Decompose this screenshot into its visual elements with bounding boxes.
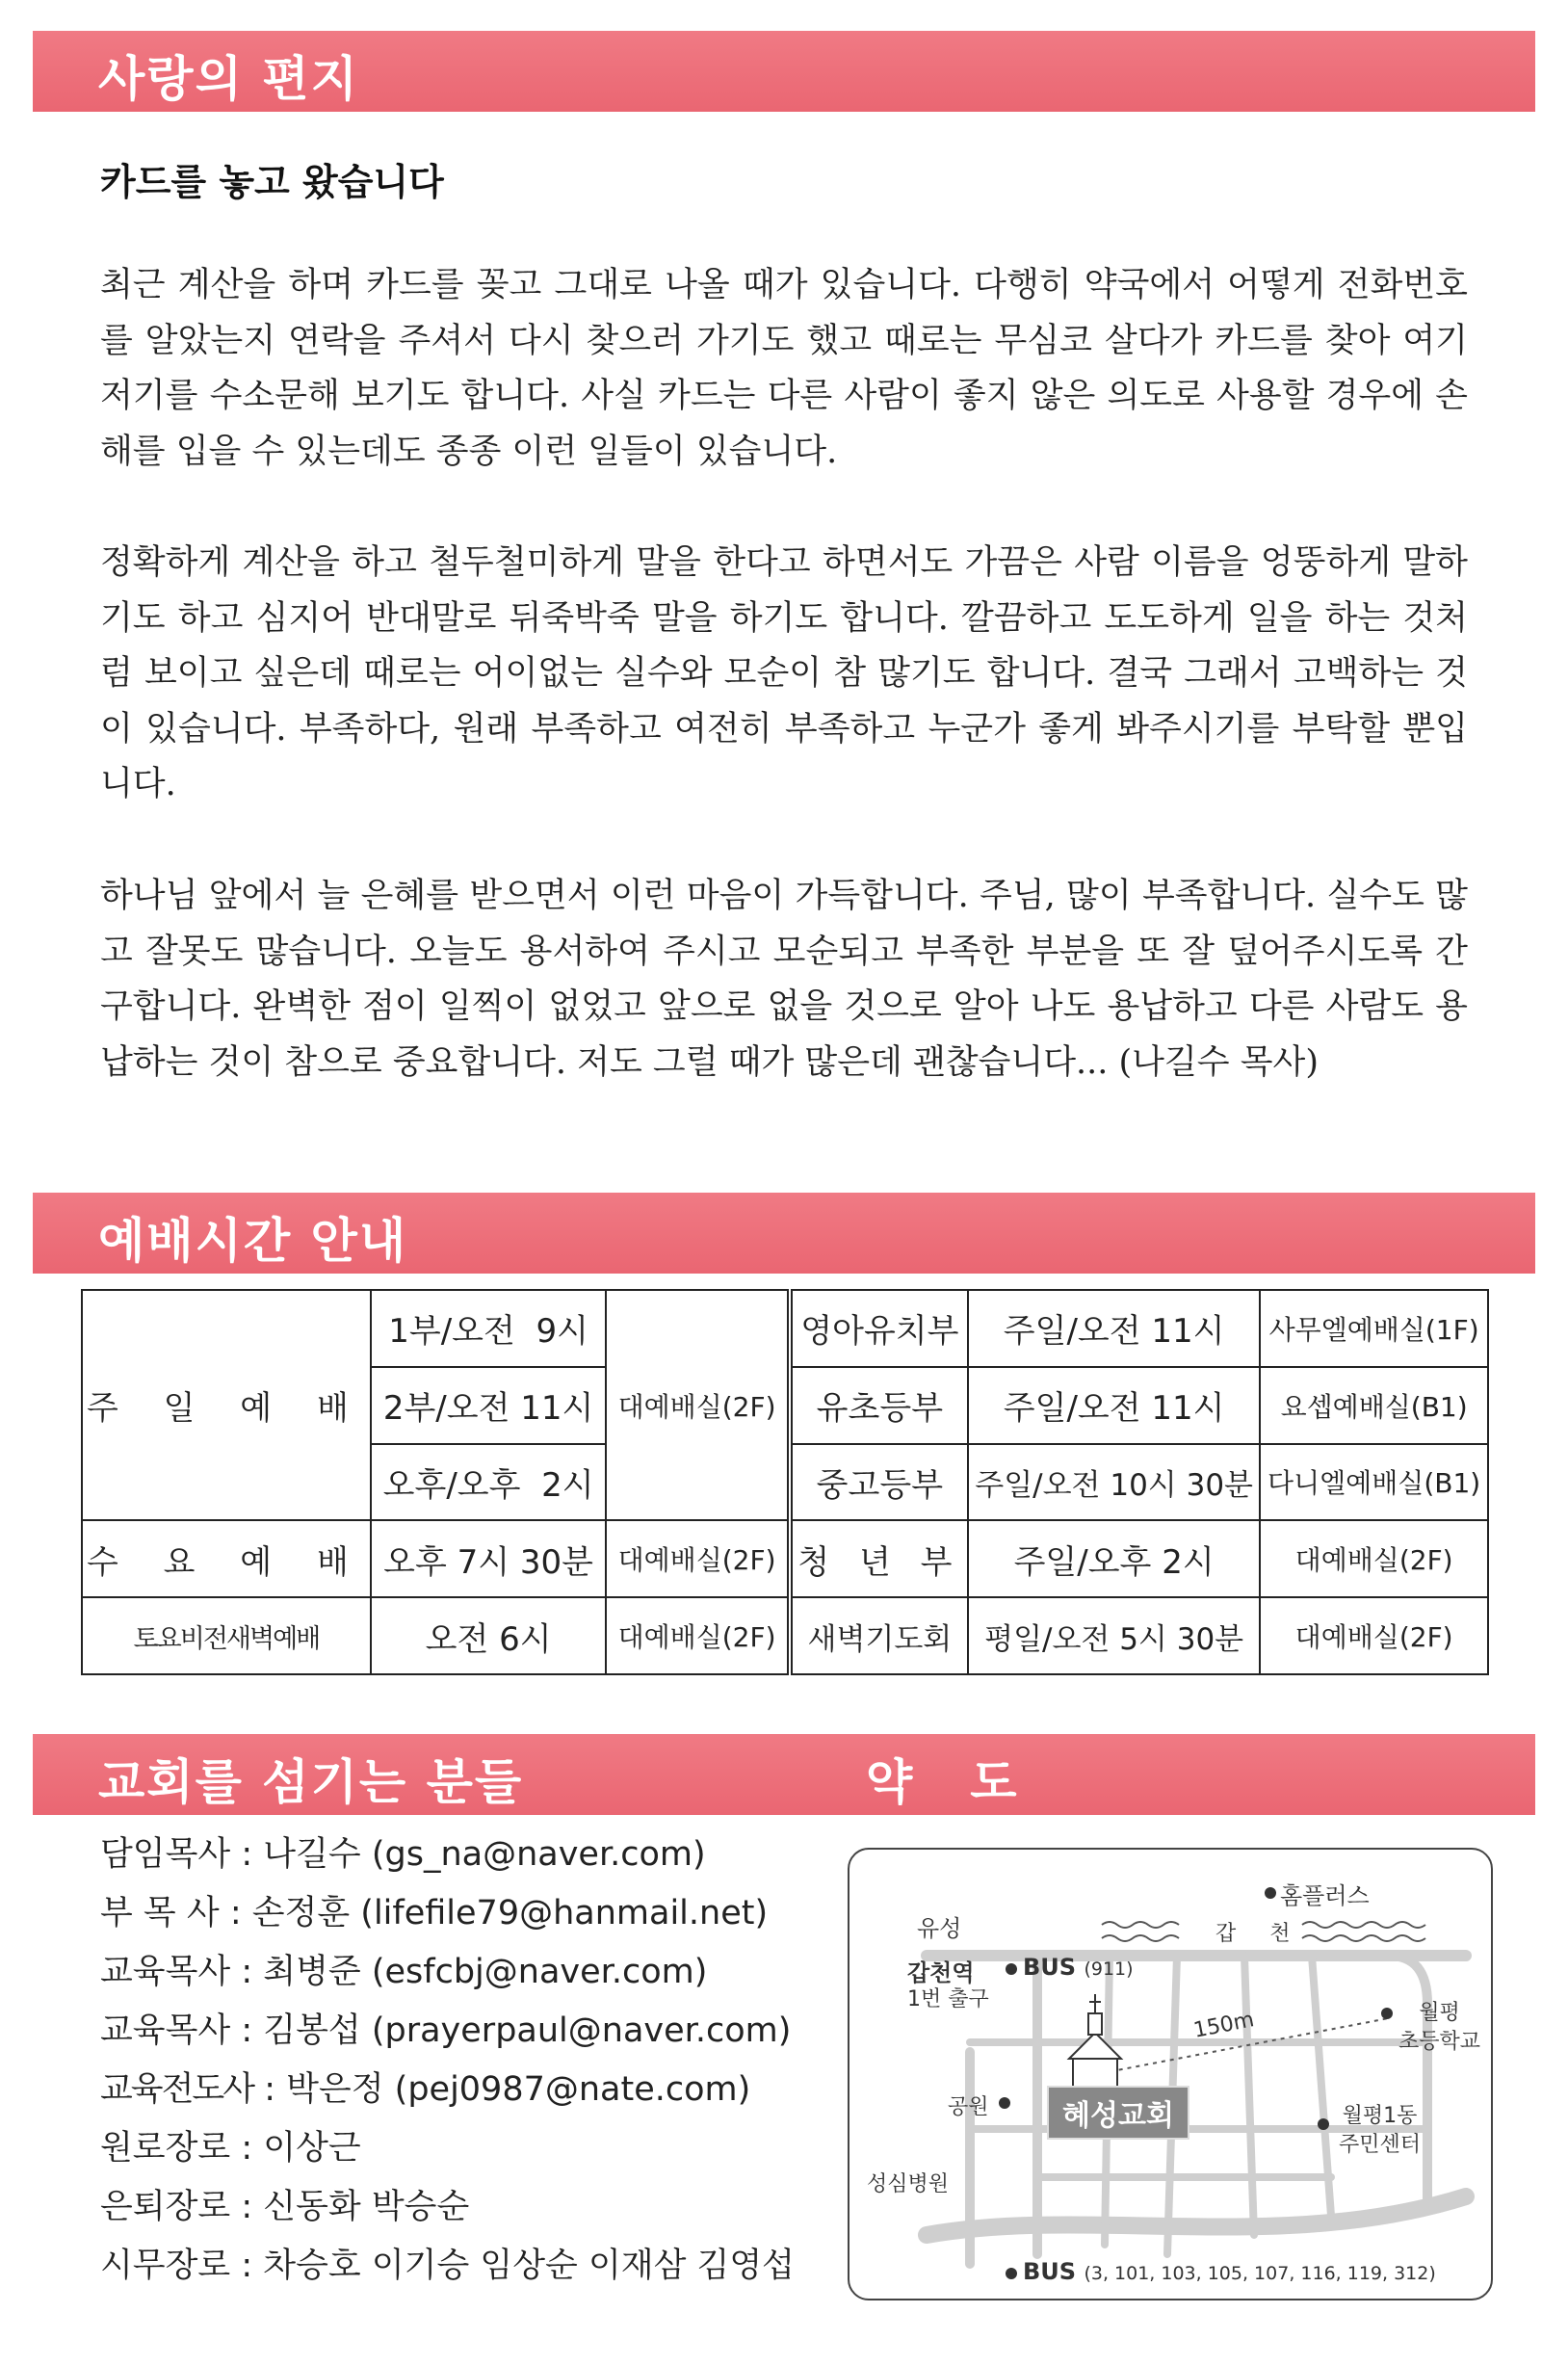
department-name: 청 년 부 <box>790 1520 968 1597</box>
center-line-2: 주민센터 <box>1339 2133 1422 2157</box>
staff-role: 교육전도사 <box>100 2070 254 2109</box>
table-row <box>82 1290 1488 1367</box>
bus-number: (911) <box>1084 1959 1134 1980</box>
wednesday-service-place: 대예배실(2F) <box>606 1520 789 1597</box>
bus-number: (3, 101, 103, 105, 107, 116, 119, 312) <box>1084 2263 1436 2284</box>
saturday-service-time: 오전 6시 <box>371 1597 607 1674</box>
map-section-title: 약도 <box>866 1754 1075 1810</box>
letter-section-banner <box>33 31 1535 112</box>
staff-section-banner <box>33 1734 1535 1815</box>
letter-paragraph-3: 하나님 앞에서 늘 은혜를 받으면서 이런 마음이 가득합니다. 주님, 많이 부족합니다. 실수도 많고 잘못도 많습니다. 오늘도 용서하여 주시고 모순되고 부족한 부분을 또 잘 덮어주시도록 간구합니다. 완벽한 점이 일찍이 없었고 앞으로 없을 것으로 알아 나도 용납하고 다른 사람도 용납하는 것이 참으로 중요합니다. 저도 그럴 때가 많은데 괜찮습니다... (나길수 목사) <box>100 877 1468 1082</box>
staff-info: 최병준 (esfcbj@naver.com) <box>263 1953 708 1991</box>
worship-section-banner <box>33 1193 1535 1274</box>
map-label-yuseong: 유성 <box>917 1915 962 1942</box>
map-label-exit: 1번 출구 <box>907 1987 989 2011</box>
list-item: 원로장로 : 이상근 <box>100 2129 361 2168</box>
department-time: 평일/오전 5시 30분 <box>968 1597 1260 1674</box>
staff-info: 손정훈 (lifefile79@hanmail.net) <box>251 1894 769 1932</box>
table-row <box>82 1520 1488 1597</box>
staff-info: 차승호 이기승 임상순 이재삼 김영섭 <box>263 2247 795 2285</box>
letter-subtitle: 카드를 놓고 왔습니다 <box>100 161 444 203</box>
list-item: 담임목사 : 나길수 (gs_na@naver.com) <box>100 1835 706 1874</box>
church-location-map <box>848 1848 1493 2300</box>
saturday-service-place: 대예배실(2F) <box>606 1597 789 1674</box>
list-item: 교육전도사 : 박은정 (pej0987@nate.com) <box>100 2070 751 2109</box>
worship-schedule-table <box>81 1289 1489 1675</box>
map-label-bus-bottom <box>1023 2258 1436 2285</box>
letter-section-title: 사랑의 편지 <box>98 51 359 107</box>
staff-role: 시무장로 <box>100 2247 231 2285</box>
map-label-community-center <box>1339 2102 1421 2160</box>
list-item: 교육목사 : 최병준 (esfcbj@naver.com) <box>100 1953 708 1991</box>
school-line-1: 월평 <box>1419 2001 1460 2025</box>
bus-label: BUS <box>1023 2258 1077 2285</box>
sunday-service-place: 대예배실(2F) <box>606 1290 789 1520</box>
bus-label: BUS <box>1023 1954 1077 1981</box>
worship-section-title: 예배시간 안내 <box>98 1213 408 1269</box>
staff-role: 은퇴장로 <box>100 2188 231 2226</box>
list-item: 교육목사 : 김봉섭 (prayerpaul@naver.com) <box>100 2011 792 2050</box>
staff-info: 박은정 (pej0987@nate.com) <box>286 2070 751 2109</box>
letter-paragraph-1: 최근 계산을 하며 카드를 꽂고 그대로 나올 때가 있습니다. 다행히 약국에서 어떻게 전화번호를 알았는지 연락을 주셔서 다시 찾으러 가기도 했고 때로는 무심코 살다가 카드를 찾아 여기저기를 수소문해 보기도 합니다. 사실 카드는 다른 사람이 좋지 않은 의도로 사용할 경우에 손해를 입을 수 있는데도 종종 이런 일들이 있습니다. <box>100 266 1468 471</box>
map-label-river: 갑 천 <box>1215 1922 1304 1946</box>
sunday-time-2: 2부/오전 11시 <box>371 1367 607 1444</box>
department-name: 새벽기도회 <box>790 1597 968 1674</box>
department-time: 주일/오후 2시 <box>968 1520 1260 1597</box>
map-label-church: 혜성교회 <box>1047 2086 1189 2140</box>
map-label-homeplus: 홈플러스 <box>1280 1882 1370 1909</box>
sunday-time-3: 오후/오후 2시 <box>371 1444 607 1521</box>
letter-paragraph-2: 정확하게 계산을 하고 철두철미하게 말을 한다고 하면서도 가끔은 사람 이름을 엉뚱하게 말하기도 하고 심지어 반대말로 뒤죽박죽 말을 하기도 합니다. 깔끔하고 도도하게 일을 하는 것처럼 보이고 싶은데 때로는 어이없는 실수와 모순이 참 많기도 합니다. 결국 그래서 고백하는 것이 있습니다. 부족하다, 원래 부족하고 여전히 부족하고 누군가 좋게 봐주시기를 부탁할 뿐입니다. <box>100 543 1468 803</box>
map-label-hospital: 성심병원 <box>867 2172 950 2196</box>
staff-info: 이상근 <box>263 2129 361 2168</box>
map-label-distance: 150m <box>1191 2008 1257 2043</box>
department-name: 중고등부 <box>790 1444 968 1521</box>
department-place: 다니엘예배실(B1) <box>1260 1444 1488 1521</box>
sunday-time-1: 1부/오전 9시 <box>371 1290 607 1367</box>
department-time: 주일/오전 10시 30분 <box>968 1444 1260 1521</box>
staff-info: 김봉섭 (prayerpaul@naver.com) <box>263 2011 792 2050</box>
staff-info: 나길수 (gs_na@naver.com) <box>263 1835 706 1874</box>
staff-role: 교육목사 <box>100 1953 231 1991</box>
map-label-wolpyeong-school <box>1398 1999 1480 2057</box>
list-item: 시무장로 : 차승호 이기승 임상순 이재삼 김영섭 <box>100 2247 795 2285</box>
staff-list <box>100 1826 832 2296</box>
staff-role: 담임목사 <box>100 1835 231 1874</box>
staff-role: 원로장로 <box>100 2129 231 2168</box>
department-time: 주일/오전 11시 <box>968 1290 1260 1367</box>
staff-info: 신동화 박승순 <box>263 2188 470 2226</box>
department-time: 주일/오전 11시 <box>968 1367 1260 1444</box>
school-line-2: 초등학교 <box>1398 2030 1481 2054</box>
staff-role: 부 목 사 <box>100 1894 220 1932</box>
department-name: 유초등부 <box>790 1367 968 1444</box>
department-name: 영아유치부 <box>790 1290 968 1367</box>
list-item: 은퇴장로 : 신동화 박승순 <box>100 2188 470 2226</box>
saturday-service-label: 토요비전새벽예배 <box>82 1597 371 1674</box>
department-place: 사무엘예배실(1F) <box>1260 1290 1488 1367</box>
center-line-1: 월평1동 <box>1342 2104 1418 2128</box>
table-row <box>82 1597 1488 1674</box>
map-label-bus-top <box>1023 1954 1134 1981</box>
department-place: 대예배실(2F) <box>1260 1520 1488 1597</box>
list-item: 부 목 사 : 손정훈 (lifefile79@hanmail.net) <box>100 1894 769 1932</box>
map-label-gapcheon-station: 갑천역 <box>907 1959 975 1986</box>
sunday-service-label: 주 일 예 배 <box>82 1290 371 1520</box>
wednesday-service-time: 오후 7시 30분 <box>371 1520 607 1597</box>
department-place: 대예배실(2F) <box>1260 1597 1488 1674</box>
department-place: 요셉예배실(B1) <box>1260 1367 1488 1444</box>
map-label-park: 공원 <box>948 2095 989 2119</box>
staff-role: 교육목사 <box>100 2011 231 2050</box>
staff-section-title: 교회를 섬기는 분들 <box>98 1754 524 1810</box>
wednesday-service-label: 수 요 예 배 <box>82 1520 371 1597</box>
